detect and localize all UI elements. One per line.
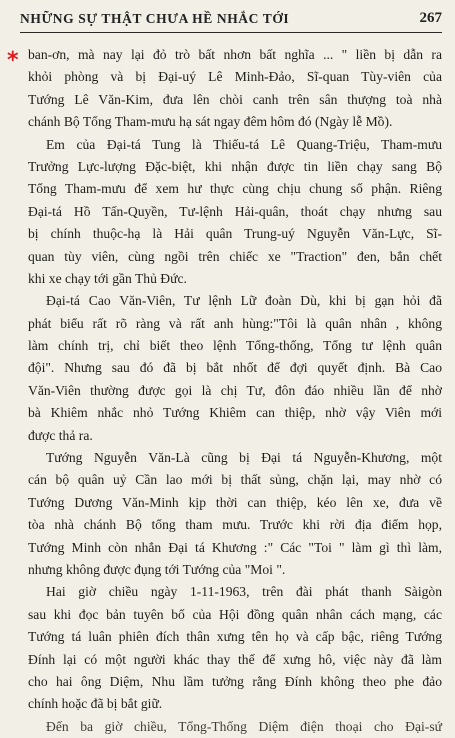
text-line: bà Khiêm nhắc nhỏ Tướng Khiêm can thiệp, nhờ vậy Viên mới (28, 405, 442, 421)
text-line: Tướng Lê Văn-Kim, đưa lên chòi canh trên sân thượng toà nhà (28, 91, 442, 107)
text-line: sau khi đọc bản tuyên bố của Hội đồng quân nhân cách mạng, các (28, 606, 442, 622)
text-line: chánh Bộ Tổng Tham-mưu hạ sát ngay đêm hôm đó (Ngày lễ Mồ). (28, 114, 393, 130)
text-line: tòa nhà chánh Bộ tổng tham mưu. Trước khi rời địa điểm họp, (28, 517, 442, 533)
running-title: NHỮNG SỰ THẬT CHƯA HỀ NHẮC TỚI (20, 11, 290, 26)
body-text (28, 44, 442, 738)
text-line: làm chính trị, chỉ biết theo lệnh Tổng-thống, Tổng tư lệnh quân (28, 338, 442, 354)
text-line: phát biểu rất rõ ràng và rất anh hùng:"Tôi là quân nhân , không (28, 315, 442, 331)
text-line: Tướng Minh còn nhắn Đại tá Khương :" Các "Toi " làm gì thì làm, (28, 539, 442, 555)
text-line: Văn-Viên thường được gọi là chị Tư, đôn đáo nhiều lần để nhờ (28, 382, 442, 398)
page-header (20, 8, 442, 33)
text-line: Tướng Nguyễn Văn-Là cũng bị Đại tá Nguyễn-Khương, một (46, 450, 442, 466)
text-line: khi xe chạy tới gần Thủ Đức. (28, 270, 187, 286)
text-line: Đến ba giờ chiều, Tổng-Thống Diệm điện thoại cho Đại-sứ (46, 718, 442, 734)
text-line: Tổng Tham-mưu để xem hư thực cùng chịu chung số phận. Riêng (28, 181, 442, 197)
text-line: Em của Đại-tá Tung là Thiếu-tá Lê Quang-Triệu, Tham-mưu (46, 136, 442, 152)
text-line: Tướng Dương Văn-Minh kịp thời can thiệp, kéo lên xe, đưa về (28, 494, 442, 510)
text-line: Trưởng Lực-lượng Đặc-biệt, khi nhận được tin liền chạy sang Bộ (28, 158, 442, 174)
text-line: chính hoặc đã bị bắt giữ. (28, 696, 163, 712)
text-line: khỏi phòng và bị Đại-uý Lê Minh-Đảo, Sĩ-quan Tùy-viên của (28, 69, 442, 85)
page-number: 267 (419, 10, 442, 26)
text-line: nhưng không được đụng tới Tướng của "Moi ". (28, 561, 286, 577)
text-line: quan tùy viên, cùng ngồi trên chiếc xe "Traction" đen, bắn chết (28, 248, 442, 264)
text-line: cho hai ông Diệm, Nhu lầm tưởng rằng Đính không theo phe đảo (28, 673, 442, 689)
text-line: ban-ơn, mà nay lại đỏ trò bất nhơn bất nghĩa ... " liền bị dẫn ra (28, 47, 442, 62)
red-asterisk-marker: * (7, 48, 19, 73)
text-line: đội". Nhưng sau đó đã bị bắt nhốt để đợi quyết định. Bà Cao (28, 360, 442, 376)
text-line: được thả ra. (28, 427, 93, 443)
text-line: Hai giờ chiều ngày 1-11-1963, trên đài phát thanh Sàigòn (46, 584, 442, 600)
text-line: Tướng tá luân phiên đích thân xưng tên họ và cấp bậc, riêng Tướng (28, 629, 442, 645)
text-line: cán bộ quân uỷ Cần lao mới bị thất sủng, chặn lại, may nhờ có (28, 472, 442, 488)
text-line: bị chính thuộc-hạ là Hải quân Trung-uý Nguyễn Văn-Lực, Sĩ- (28, 226, 442, 242)
text-line: Đính lại có một người khác thay thế để xưng hô, việc này đã làm (28, 651, 442, 667)
text-line: Đại-tá Hồ Tấn-Quyền, Tư-lệnh Hải-quân, thoát chạy nhưng sau (28, 203, 442, 219)
text-line: Đại-tá Cao Văn-Viên, Tư lệnh Lữ đoàn Dù, khi bị gạn hỏi đã (46, 293, 442, 309)
